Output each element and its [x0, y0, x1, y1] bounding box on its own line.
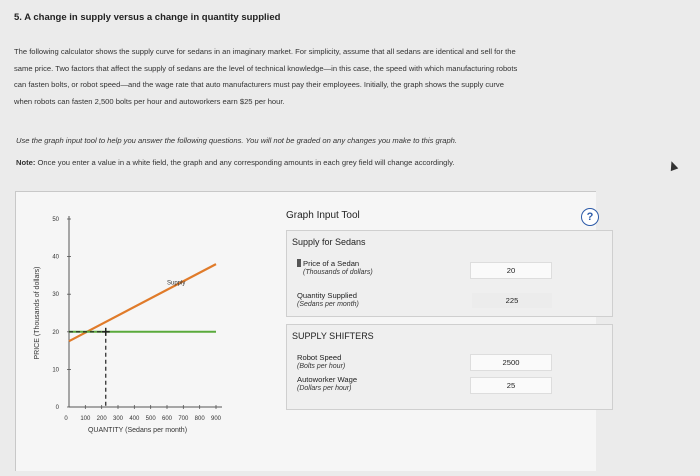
supply-graph[interactable] — [16, 192, 271, 471]
supply-chart[interactable] — [16, 192, 271, 471]
y-tick-label: 40 — [52, 254, 59, 261]
x-tick-label: 600 — [161, 416, 173, 422]
x-tick-label: 400 — [129, 416, 140, 422]
note-label: Note: — [16, 158, 36, 167]
wage-units: (Dollars per hour) — [297, 385, 352, 392]
y-tick-label: 0 — [55, 405, 59, 411]
autoworker-wage-input[interactable]: 25 — [470, 377, 552, 394]
question-paragraph — [14, 44, 654, 110]
note-text — [16, 158, 454, 167]
instruction-text: Use the graph input tool to help you answer the following questions. You will not be graded on any changes you make to this graph. — [16, 136, 458, 145]
robot-speed-units: (Bolts per hour) — [297, 363, 346, 370]
quantity-supplied-label: Quantity Supplied (Sedans per month) — [297, 291, 359, 308]
x-tick-label: 0 — [64, 416, 68, 422]
paragraph-line: same price. Two factors that affect the supply of sedans are the level of technical knowledge—in this case, the speed with which manufacturing robots — [14, 63, 518, 73]
x-tick-label: 200 — [96, 416, 107, 422]
note-body: Once you enter a value in a white field, the graph and any corresponding amounts in each grey field will change accordingly. — [35, 158, 455, 167]
x-tick-label: 700 — [178, 416, 189, 422]
quantity-supplied-value: 225 — [472, 293, 552, 308]
graph-panel — [15, 191, 596, 471]
supply-curve — [69, 264, 216, 341]
mouse-cursor-icon — [668, 160, 679, 171]
autoworker-wage-label: Autoworker Wage (Dollars per hour) — [297, 375, 358, 392]
robot-speed-label: Robot Speed (Bolts per hour) — [297, 353, 346, 370]
x-tick-label: 900 — [210, 416, 222, 422]
help-icon[interactable]: ? — [581, 208, 599, 226]
quantity-units: (Sedans per month) — [297, 301, 359, 308]
x-axis-label: QUANTITY (Sedans per month) — [87, 427, 188, 434]
paragraph-line: can fasten bolts, or robot speed—and the wage rate that auto manufacturers must pay their employees. Initially, the graph shows the supply curve — [14, 80, 504, 89]
supply-for-sedans-section — [286, 230, 613, 317]
paragraph-line: The following calculator shows the supply curve for sedans in an imaginary market. For simplicity, assume that all sedans are identical and sell for the — [14, 47, 516, 56]
x-tick-label: 300 — [112, 416, 124, 422]
x-tick-label: 500 — [145, 416, 156, 422]
y-tick-label: 10 — [52, 367, 59, 374]
price-units: (Thousands of dollars) — [303, 269, 373, 276]
tool-title: Graph Input Tool — [286, 210, 360, 221]
paragraph-line: when robots can fasten 2,500 bolts per hour and autoworkers earn $25 per hour. — [14, 96, 285, 106]
x-tick-label: 800 — [194, 416, 205, 422]
bullet-icon — [297, 259, 301, 267]
x-tick-label: 100 — [80, 416, 91, 422]
question-title: 5. A change in supply versus a change in quantity supplied — [14, 12, 281, 23]
y-tick-label: 20 — [52, 329, 59, 336]
y-axis-label: PRICE (Thousands of dollars) — [34, 266, 41, 360]
robot-speed-input[interactable]: 2500 — [470, 354, 552, 371]
supply-curve-label: Supply — [167, 280, 186, 287]
price-field-label: Price of a Sedan (Thousands of dollars) — [297, 259, 373, 277]
graph-input-tool — [286, 200, 611, 465]
y-tick-label: 50 — [52, 217, 59, 223]
section-title: SUPPLY SHIFTERS — [292, 331, 374, 341]
supply-shifters-section — [286, 324, 613, 410]
section-title: Supply for Sedans — [292, 237, 366, 247]
price-input[interactable]: 20 — [470, 262, 552, 279]
y-tick-label: 30 — [52, 292, 59, 299]
